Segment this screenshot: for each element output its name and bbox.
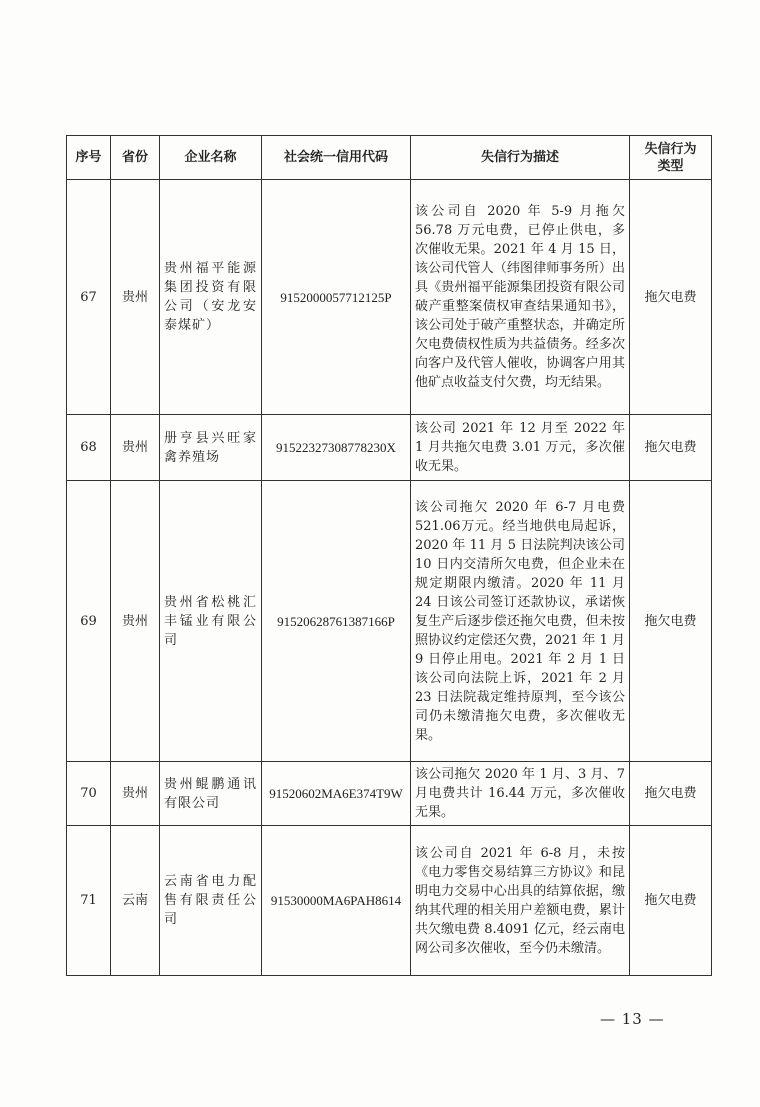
row-type: 拖欠电费 — [630, 180, 712, 415]
header-description: 失信行为描述 — [411, 136, 630, 180]
row-company-name: 贵州省松桃汇丰锰业有限公司 — [160, 481, 262, 762]
row-province: 云南 — [111, 826, 160, 976]
table-row — [67, 180, 712, 415]
row-company-name: 云南省电力配售有限责任公司 — [160, 826, 262, 976]
row-company-name: 贵州鲲鹏通讯有限公司 — [160, 762, 262, 826]
page-number: — 13 — — [600, 1010, 665, 1028]
row-credit-code: 915200005771212​5P — [262, 180, 411, 415]
header-serial-no: 序号 — [67, 136, 111, 180]
row-credit-code: 91520602MA6E374T9W — [262, 762, 411, 826]
row-description: 该公司 2021 年 12 月至 2022 年 1 月共拖欠电费 3.01 万元，多次催收无果。 — [411, 415, 630, 481]
table-row — [67, 826, 712, 976]
row-type: 拖欠电费 — [630, 481, 712, 762]
row-company-name: 贵州福平能源集团投资有限公司（安龙安泰煤矿） — [160, 180, 262, 415]
header-type: 失信行为 类型 — [630, 136, 712, 180]
row-type: 拖欠电费 — [630, 762, 712, 826]
row-description: 该公司自 2021 年 6-8 月，未按《电力零售交易结算三方协议》和昆明电力交易中心出具的结算依据，缴纳其代理的相关用户差额电费，累计共欠缴电费 8.4091 亿元，经云南电网公司多次催收，至今仍未缴清。 — [411, 826, 630, 976]
row-type: 拖欠电费 — [630, 826, 712, 976]
row-company-name: 册亨县兴旺家禽养殖场 — [160, 415, 262, 481]
header-province: 省份 — [111, 136, 160, 180]
header-company-name: 企业名称 — [160, 136, 262, 180]
row-province: 贵州 — [111, 180, 160, 415]
row-serial-no: 68 — [67, 415, 111, 481]
row-serial-no: 70 — [67, 762, 111, 826]
table-row — [67, 481, 712, 762]
dishonest-entities-table — [66, 135, 712, 976]
row-description: 该公司自 2020 年 5-9 月拖欠 56.78 万元电费，已停止供电，多次催收无果。2021 年 4 月 15 日，该公司代管人（纬图律师事务所）出具《贵州福平能源集团投资有限公司破产重整案债权审查结果通知书》，该公司处于破产重整状态，并确定所欠电费债权性质为共益债务。经多次向客户及代管人催收，协调客户用其他矿点收益支付欠费，均无结果。 — [411, 180, 630, 415]
table-row — [67, 415, 712, 481]
row-description: 该公司拖欠 2020 年 6-7 月电费 521.06万元。经当地供电局起诉，2020 年 11 月 5 日法院判决该公司 10 日内交清所欠电费，但企业未在规定期限内缴清。2020 年 11 月 24 日该公司签订还款协议，承诺恢复生产后逐步偿还拖欠电费，但未按照协议约定偿还欠费，2021 年 1 月 9 日停止用电。2021 年 2 月 1 日该公司向法院上诉，2021 年 2 月 23 日法院裁定维持原判，至今该公司仍未缴清拖欠电费，多次催收无果。 — [411, 481, 630, 762]
row-serial-no: 71 — [67, 826, 111, 976]
row-province: 贵州 — [111, 415, 160, 481]
row-province: 贵州 — [111, 481, 160, 762]
row-credit-code: 91522327308778230X — [262, 415, 411, 481]
header-credit-code: 社会统一信用代码 — [262, 136, 411, 180]
row-serial-no: 67 — [67, 180, 111, 415]
row-description: 该公司拖欠 2020 年 1 月、3 月、7 月电费共计 16.44 万元，多次催收无果。 — [411, 762, 630, 826]
row-credit-code: 91530000MA6PAH8614 — [262, 826, 411, 976]
row-province: 贵州 — [111, 762, 160, 826]
table-row — [67, 762, 712, 826]
row-type: 拖欠电费 — [630, 415, 712, 481]
table-header-row — [67, 136, 712, 180]
row-credit-code: 91520628761387166P — [262, 481, 411, 762]
row-serial-no: 69 — [67, 481, 111, 762]
